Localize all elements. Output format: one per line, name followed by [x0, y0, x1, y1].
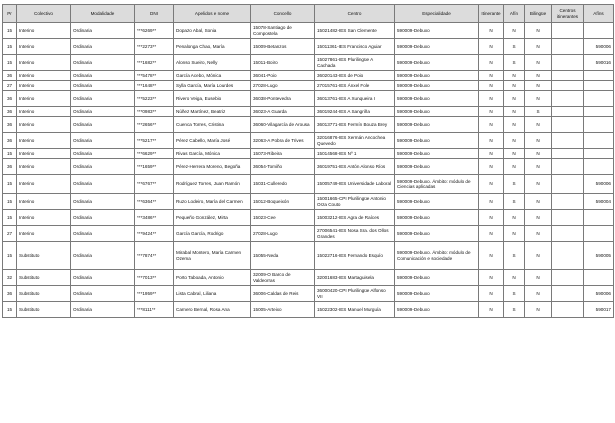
cell-apelidos-nome: Rivero Veiga, Eusebio: [174, 91, 251, 107]
cell-itinerante: N: [479, 39, 504, 55]
cell-modalidade: Ordinaria: [71, 117, 135, 133]
cell-afin: N: [504, 91, 525, 107]
cell-centro: 15005749-IES Universidade Laboral: [315, 175, 395, 194]
cell-apelidos-nome: Alonso Sueiro, Nelly: [174, 55, 251, 71]
cell-bilingue: N: [525, 302, 552, 318]
cell-dni: ***5478**: [135, 71, 174, 81]
cell-centros-itinerantes: [552, 226, 584, 242]
cell-centros-itinerantes: [552, 175, 584, 194]
cell-centros-itinerantes: [552, 117, 584, 133]
cell-centro: 15022716-IES Fernando Esquío: [315, 242, 395, 270]
cell-afin: N: [504, 117, 525, 133]
cell-apelidos-nome: Pérez Cabello, María José: [174, 133, 251, 149]
cell-especialidade: 590009-Debuxo: [395, 210, 479, 226]
cell-dni: ***8111**: [135, 302, 174, 318]
cell-centro: 36000420-CPI Plurilingüe Alfonso VII: [315, 286, 395, 302]
cell-itinerante: N: [479, 91, 504, 107]
cell-centros-itinerantes: [552, 81, 584, 91]
cell-dni: ***6629**: [135, 149, 174, 159]
cell-afins: [584, 226, 614, 242]
table-row: [3, 91, 614, 107]
cell-afin: N: [504, 81, 525, 91]
cell-apelidos-nome: García Acebo, Mónica: [174, 71, 251, 81]
cell-dni: ***1959**: [135, 286, 174, 302]
cell-bilingue: N: [525, 91, 552, 107]
cell-centros-itinerantes: [552, 302, 584, 318]
cell-centros-itinerantes: [552, 71, 584, 81]
cell-apelidos-nome: Rivas García, Mónica: [174, 149, 251, 159]
cell-dni: ***9424**: [135, 226, 174, 242]
cell-modalidade: Ordinaria: [71, 175, 135, 194]
table-body: [3, 23, 614, 318]
cell-pr: 15: [3, 175, 17, 194]
table-row: [3, 270, 614, 286]
cell-afins: 590005: [584, 242, 614, 270]
cell-itinerante: N: [479, 210, 504, 226]
cell-dni: ***2656**: [135, 117, 174, 133]
cell-pr: 32: [3, 270, 17, 286]
cell-concello: 15031-Culleredo: [251, 175, 315, 194]
cell-bilingue: N: [525, 117, 552, 133]
cell-apelidos-nome: Porto Taboada, Antonio: [174, 270, 251, 286]
cell-pr: 36: [3, 159, 17, 175]
cell-concello: 15073-Ribeira: [251, 149, 315, 159]
cell-centros-itinerantes: [552, 159, 584, 175]
cell-colectivo: Interino: [17, 39, 71, 55]
cell-afin: N: [504, 23, 525, 39]
cell-colectivo: Interino: [17, 81, 71, 91]
cell-concello: 27028-Lugo: [251, 226, 315, 242]
cell-especialidade: 590009-Debuxo: [395, 270, 479, 286]
cell-especialidade: 590009-Debuxo: [395, 23, 479, 39]
table-row: [3, 71, 614, 81]
cell-colectivo: Interino: [17, 149, 71, 159]
cell-pr: 15: [3, 242, 17, 270]
cell-itinerante: N: [479, 226, 504, 242]
cell-dni: ***6767**: [135, 175, 174, 194]
cell-bilingue: N: [525, 81, 552, 91]
cell-concello: 32063-A Pobra de Trives: [251, 133, 315, 149]
cell-itinerante: N: [479, 286, 504, 302]
table-row: [3, 210, 614, 226]
cell-pr: 36: [3, 117, 17, 133]
cell-modalidade: Ordinaria: [71, 210, 135, 226]
cell-concello: 15011-Boiro: [251, 55, 315, 71]
cell-especialidade: 590009-Debuxo: [395, 194, 479, 210]
cell-concello: 15023-Cee: [251, 210, 315, 226]
cell-especialidade: 590009-Debuxo: [395, 133, 479, 149]
table-row: [3, 107, 614, 117]
cell-bilingue: N: [525, 159, 552, 175]
cell-afin: S: [504, 39, 525, 55]
cell-dni: ***0983**: [135, 107, 174, 117]
cell-centro: 15022302-IES Manuel Murguía: [315, 302, 395, 318]
cell-apelidos-nome: Dopazo Abal, Sonia: [174, 23, 251, 39]
cell-centro: 36019751-IES Antón Alonso Ríos: [315, 159, 395, 175]
cell-dni: ***2273**: [135, 39, 174, 55]
cell-concello: 15012-Boqueixón: [251, 194, 315, 210]
cell-modalidade: Ordinaria: [71, 23, 135, 39]
cell-apelidos-nome: Cuenca Torres, Cristina: [174, 117, 251, 133]
table-row: [3, 81, 614, 91]
cell-itinerante: N: [479, 270, 504, 286]
cell-pr: 36: [3, 71, 17, 81]
cell-pr: 36: [3, 133, 17, 149]
table-header: [3, 5, 614, 23]
cell-colectivo: Interino: [17, 71, 71, 81]
cell-especialidade: 590009-Debuxo: [395, 39, 479, 55]
cell-afin: N: [504, 133, 525, 149]
cell-dni: ***1682**: [135, 55, 174, 71]
cell-centro: 36019244-IES A Sangriña: [315, 107, 395, 117]
cell-concello: 36023-A Guarda: [251, 107, 315, 117]
cell-especialidade: 590009-Debuxo: [395, 159, 479, 175]
cell-itinerante: N: [479, 71, 504, 81]
table-row: [3, 242, 614, 270]
cell-afins: [584, 210, 614, 226]
cell-colectivo: Interino: [17, 226, 71, 242]
cell-modalidade: Ordinaria: [71, 91, 135, 107]
cell-colectivo: Interino: [17, 175, 71, 194]
header-colectivo: Colectivo: [17, 5, 71, 23]
cell-concello: 36054-Tomiño: [251, 159, 315, 175]
header-apelidos-nome: Apelidos e nome: [174, 5, 251, 23]
cell-centros-itinerantes: [552, 55, 584, 71]
cell-especialidade: 590009-Debuxo. Ámbito: módulo de Ciencias aplicadas: [395, 175, 479, 194]
cell-modalidade: Ordinaria: [71, 302, 135, 318]
cell-afins: [584, 107, 614, 117]
cell-dni: ***7013**: [135, 270, 174, 286]
cell-pr: 15: [3, 302, 17, 318]
cell-especialidade: 590009-Debuxo. Ámbito: módulo de Comunicación e sociedade: [395, 242, 479, 270]
header-especialidade: Especialidade: [395, 5, 479, 23]
assignments-table: [2, 4, 614, 318]
cell-itinerante: N: [479, 107, 504, 117]
cell-centro: 15014568-IES Nº 1: [315, 149, 395, 159]
cell-afins: [584, 133, 614, 149]
cell-bilingue: N: [525, 286, 552, 302]
cell-pr: 36: [3, 107, 17, 117]
cell-centros-itinerantes: [552, 194, 584, 210]
cell-modalidade: Ordinaria: [71, 71, 135, 81]
cell-especialidade: 590009-Debuxo: [395, 286, 479, 302]
cell-especialidade: 590009-Debuxo: [395, 81, 479, 91]
cell-concello: 15055-Neda: [251, 242, 315, 270]
cell-centros-itinerantes: [552, 91, 584, 107]
cell-afins: 590017: [584, 302, 614, 318]
cell-afins: 590004: [584, 194, 614, 210]
cell-modalidade: Ordinaria: [71, 107, 135, 117]
table-row: [3, 175, 614, 194]
cell-apelidos-nome: Rodríguez Torres, Juan Ramón: [174, 175, 251, 194]
cell-dni: ***7874**: [135, 242, 174, 270]
table-row: [3, 39, 614, 55]
cell-apelidos-nome: Penalonga Chao, María: [174, 39, 251, 55]
cell-concello: 15005-Arteixo: [251, 302, 315, 318]
cell-colectivo: Interino: [17, 117, 71, 133]
table-row: [3, 55, 614, 71]
cell-centro: 27015761-IES Ánxel Fole: [315, 81, 395, 91]
cell-itinerante: N: [479, 242, 504, 270]
table-row: [3, 159, 614, 175]
table-row: [3, 149, 614, 159]
cell-afin: S: [504, 242, 525, 270]
cell-dni: ***6269**: [135, 23, 174, 39]
cell-bilingue: N: [525, 194, 552, 210]
cell-centros-itinerantes: [552, 107, 584, 117]
cell-concello: 36006-Caldas de Reis: [251, 286, 315, 302]
cell-itinerante: N: [479, 159, 504, 175]
table-row: [3, 23, 614, 39]
cell-apelidos-nome: Pequeño González, Mirta: [174, 210, 251, 226]
cell-modalidade: Ordinaria: [71, 226, 135, 242]
cell-afin: N: [504, 226, 525, 242]
cell-concello: 27028-Lugo: [251, 81, 315, 91]
cell-afin: N: [504, 107, 525, 117]
cell-bilingue: N: [525, 71, 552, 81]
cell-bilingue: S: [525, 107, 552, 117]
cell-colectivo: Interino: [17, 107, 71, 117]
cell-colectivo: Substituto: [17, 242, 71, 270]
cell-centro: 36020143-IES de Poio: [315, 71, 395, 81]
cell-afins: 590006: [584, 175, 614, 194]
cell-afin: N: [504, 71, 525, 81]
cell-afins: [584, 91, 614, 107]
cell-apelidos-nome: Núñez Martínez, Beatriz: [174, 107, 251, 117]
cell-especialidade: 590009-Debuxo: [395, 107, 479, 117]
cell-afins: 590016: [584, 55, 614, 71]
cell-pr: 15: [3, 55, 17, 71]
cell-modalidade: Ordinaria: [71, 194, 135, 210]
cell-afins: [584, 71, 614, 81]
cell-afins: [584, 270, 614, 286]
cell-pr: 15: [3, 210, 17, 226]
cell-afin: S: [504, 175, 525, 194]
cell-dni: ***3486**: [135, 210, 174, 226]
cell-afin: S: [504, 194, 525, 210]
cell-centro: 15021482-IES San Clemente: [315, 23, 395, 39]
cell-bilingue: N: [525, 270, 552, 286]
cell-afins: 590006: [584, 286, 614, 302]
cell-afins: [584, 117, 614, 133]
cell-bilingue: N: [525, 175, 552, 194]
cell-centros-itinerantes: [552, 242, 584, 270]
cell-centro: 32016876-IES Xermán Ancochea Quevedo: [315, 133, 395, 149]
cell-colectivo: Interino: [17, 55, 71, 71]
cell-centro: 36013771-IES Fermín Bouza Brey: [315, 117, 395, 133]
cell-pr: 15: [3, 23, 17, 39]
cell-modalidade: Ordinaria: [71, 159, 135, 175]
cell-pr: 27: [3, 226, 17, 242]
cell-concello: 15078-Santiago de Compostela: [251, 23, 315, 39]
cell-apelidos-nome: Carnero Bernal, Rosa Ana: [174, 302, 251, 318]
cell-centro: 15003212-IES Agra de Raíces: [315, 210, 395, 226]
cell-bilingue: N: [525, 210, 552, 226]
cell-itinerante: N: [479, 133, 504, 149]
cell-apelidos-nome: Pérez-Herrera Moreno, Begoña: [174, 159, 251, 175]
cell-concello: 36041-Poio: [251, 71, 315, 81]
header-afins: Afíns: [584, 5, 614, 23]
cell-centros-itinerantes: [552, 23, 584, 39]
cell-itinerante: N: [479, 149, 504, 159]
cell-centros-itinerantes: [552, 39, 584, 55]
cell-colectivo: Interino: [17, 194, 71, 210]
cell-especialidade: 590009-Debuxo: [395, 91, 479, 107]
table-row: [3, 286, 614, 302]
cell-especialidade: 590009-Debuxo: [395, 71, 479, 81]
table-row: [3, 302, 614, 318]
header-row: [3, 5, 614, 23]
header-modalidade: Modalidade: [71, 5, 135, 23]
cell-afins: 590006: [584, 39, 614, 55]
cell-concello: 32009-O Barco de Valdeorras: [251, 270, 315, 286]
cell-colectivo: Interino: [17, 210, 71, 226]
cell-centro: 15011361-IES Francisco Aguiar: [315, 39, 395, 55]
cell-afin: N: [504, 270, 525, 286]
cell-pr: 15: [3, 39, 17, 55]
cell-especialidade: 590009-Debuxo: [395, 302, 479, 318]
cell-afin: S: [504, 302, 525, 318]
table-row: [3, 194, 614, 210]
header-afin: Afín: [504, 5, 525, 23]
cell-modalidade: Ordinaria: [71, 133, 135, 149]
table-row: [3, 133, 614, 149]
cell-afins: [584, 149, 614, 159]
header-bilingue: Bilingüe: [525, 5, 552, 23]
cell-centros-itinerantes: [552, 210, 584, 226]
cell-itinerante: N: [479, 81, 504, 91]
cell-concello: 15009-Betanzos: [251, 39, 315, 55]
header-dni: DNI: [135, 5, 174, 23]
cell-dni: ***6364**: [135, 194, 174, 210]
table-row: [3, 117, 614, 133]
cell-colectivo: Interino: [17, 23, 71, 39]
cell-itinerante: N: [479, 23, 504, 39]
cell-bilingue: N: [525, 23, 552, 39]
cell-especialidade: 590009-Debuxo: [395, 149, 479, 159]
cell-apelidos-nome: Lista Cabral, Liliana: [174, 286, 251, 302]
cell-itinerante: N: [479, 175, 504, 194]
cell-afins: [584, 81, 614, 91]
cell-afin: N: [504, 210, 525, 226]
cell-modalidade: Ordinaria: [71, 39, 135, 55]
cell-colectivo: Substituto: [17, 270, 71, 286]
cell-pr: 27: [3, 81, 17, 91]
cell-centros-itinerantes: [552, 270, 584, 286]
cell-pr: 36: [3, 286, 17, 302]
cell-bilingue: N: [525, 242, 552, 270]
cell-itinerante: N: [479, 194, 504, 210]
cell-bilingue: N: [525, 55, 552, 71]
header-itinerante: Itinerante: [479, 5, 504, 23]
cell-pr: 36: [3, 91, 17, 107]
cell-afin: S: [504, 286, 525, 302]
cell-centros-itinerantes: [552, 286, 584, 302]
table-row: [3, 226, 614, 242]
cell-afins: [584, 159, 614, 175]
cell-bilingue: N: [525, 149, 552, 159]
cell-itinerante: N: [479, 117, 504, 133]
cell-centro: 15027861-IES Plurilingüe A Cachada: [315, 55, 395, 71]
cell-modalidade: Ordinaria: [71, 81, 135, 91]
cell-pr: 15: [3, 149, 17, 159]
cell-apelidos-nome: Sylla García, María Lourdes: [174, 81, 251, 91]
cell-afin: N: [504, 159, 525, 175]
cell-itinerante: N: [479, 55, 504, 71]
cell-centro: 32001683-IES Martaguisela: [315, 270, 395, 286]
cell-concello: 36060-Vilagarcía de Arousa: [251, 117, 315, 133]
cell-dni: ***5223**: [135, 91, 174, 107]
cell-modalidade: Ordinaria: [71, 270, 135, 286]
cell-apelidos-nome: Ruzo Lodeiro, María del Carmen: [174, 194, 251, 210]
cell-dni: ***1659**: [135, 159, 174, 175]
cell-modalidade: Ordinaria: [71, 149, 135, 159]
cell-colectivo: Interino: [17, 133, 71, 149]
cell-afin: N: [504, 149, 525, 159]
cell-afins: [584, 23, 614, 39]
cell-colectivo: Interino: [17, 159, 71, 175]
cell-afin: S: [504, 55, 525, 71]
cell-colectivo: Substituto: [17, 286, 71, 302]
cell-colectivo: Interino: [17, 91, 71, 107]
cell-bilingue: N: [525, 133, 552, 149]
cell-apelidos-nome: García García, Rodrigo: [174, 226, 251, 242]
cell-centros-itinerantes: [552, 149, 584, 159]
header-concello: Concello: [251, 5, 315, 23]
header-centro: Centro: [315, 5, 395, 23]
cell-colectivo: Substituto: [17, 302, 71, 318]
cell-dni: ***5217**: [135, 133, 174, 149]
cell-especialidade: 590009-Debuxo: [395, 226, 479, 242]
header-pr: Pr: [3, 5, 17, 23]
cell-bilingue: N: [525, 226, 552, 242]
assignments-document: [2, 4, 613, 318]
cell-especialidade: 590009-Debuxo: [395, 55, 479, 71]
cell-centro: 36013761-IES A Xunqueira I: [315, 91, 395, 107]
cell-bilingue: N: [525, 39, 552, 55]
cell-pr: 15: [3, 194, 17, 210]
cell-modalidade: Ordinaria: [71, 55, 135, 71]
cell-centro: 15001665-CPI Plurilingüe Antonio Orza Couto: [315, 194, 395, 210]
cell-modalidade: Ordinaria: [71, 242, 135, 270]
header-centros-itinerantes: Centros itinerantes: [552, 5, 584, 23]
cell-itinerante: N: [479, 302, 504, 318]
cell-modalidade: Ordinaria: [71, 286, 135, 302]
cell-apelidos-nome: Mirabal Montero, María Carmen Ozema: [174, 242, 251, 270]
cell-centros-itinerantes: [552, 133, 584, 149]
cell-centro: 27006541-IES Nosa Sra. dos Ollos Grandes: [315, 226, 395, 242]
cell-dni: ***1648**: [135, 81, 174, 91]
cell-especialidade: 590009-Debuxo: [395, 117, 479, 133]
cell-concello: 36038-Pontevedra: [251, 91, 315, 107]
